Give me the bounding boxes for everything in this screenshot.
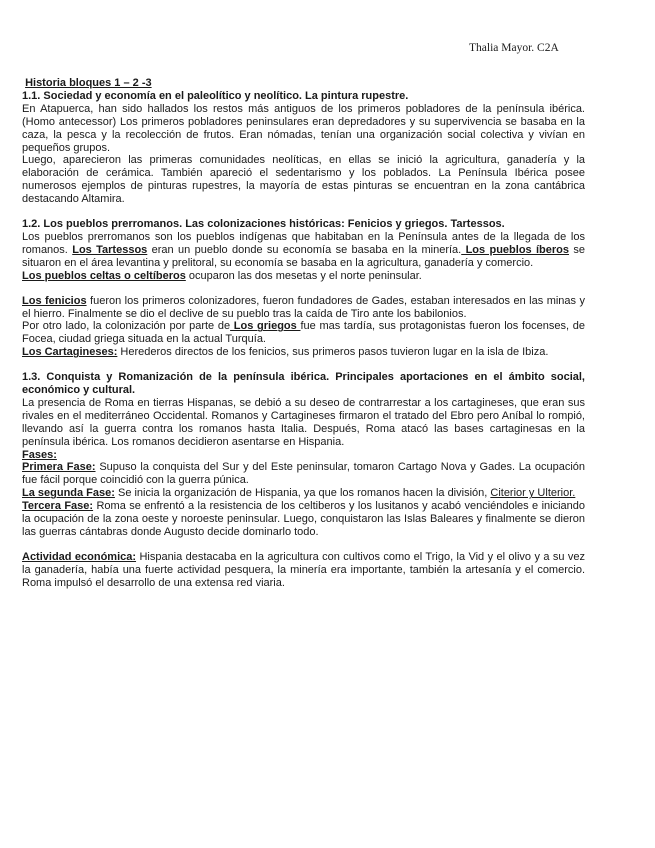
text-run: Por otro lado, la colonización por parte de xyxy=(22,320,231,333)
section-2-paragraph-3 xyxy=(22,295,585,321)
fases-label-text: Fases: xyxy=(22,448,57,461)
text-run: ocuparon las dos mesetas y el norte peninsular. xyxy=(185,269,422,282)
section-2-heading: 1.2. Los pueblos prerromanos. Las colonizaciones históricas: Fenicios y griegos. Tartessos. xyxy=(22,218,505,231)
text-run: se situaron en el área levantina y prelitoral, su economía se basaba en la agricultura, ganadería y comercio. xyxy=(22,243,585,269)
fase-2 xyxy=(22,487,585,500)
citerior-ulterior: Citerior y Ulterior. xyxy=(490,487,576,500)
term-actividad-economica: Actividad económica: xyxy=(22,550,137,563)
fase-1 xyxy=(22,461,585,487)
fase-3 xyxy=(22,500,585,539)
term-primera-fase: Primera Fase: xyxy=(22,461,96,474)
text-run: Se inicia la organización de Hispania, ya que los romanos hacen la división, xyxy=(114,487,491,500)
section-3-heading: 1.3. Conquista y Romanización de la península ibérica. Principales aportaciones en el ámbito social, económico y cultural. xyxy=(22,371,585,397)
text-run: fue mas tardía, sus protagonistas fueron los focenses, de Focea, ciudad griega situada en la actual Turquía. xyxy=(22,320,586,346)
term-tercera-fase: Tercera Fase: xyxy=(22,500,94,513)
author-header: Thalia Mayor. C2A xyxy=(469,42,559,54)
section-2-paragraph-2 xyxy=(22,270,585,283)
fases-label xyxy=(22,449,585,462)
section-2-paragraph-5 xyxy=(22,346,585,359)
document-body xyxy=(22,77,585,590)
text-run: Herederos directos de los fenicios, sus primeros pasos tuvieron lugar en la isla de Ibiza. xyxy=(117,346,549,359)
term-segunda-fase: La segunda Fase: xyxy=(22,487,115,500)
section-2-paragraph-4 xyxy=(22,320,585,346)
section-3-paragraph-1: La presencia de Roma en tierras Hispanas, se debió a su deseo de contrarrestar a los cartagineses, que eran sus rivales en el mediterráneo Occidental. Romanos y Cartagineses firmaron el tratado del Ebro pero Aníbal lo rompió, llevando así la guerra contra los romanos hasta Italia. Después, Roma atacó las bases cartaginesas en la península ibérica. Los romanos decidieron asentarse en Hispania. xyxy=(22,396,585,448)
section-1-heading: 1.1. Sociedad y economía en el paleolítico y neolítico. La pintura rupestre. xyxy=(22,89,409,102)
term-griegos: Los griegos xyxy=(230,320,301,333)
text-run: fueron los primeros colonizadores, fueron fundadores de Gades, estaban interesados en las minas y el hierro. Finalmente se dio el declive de su pueblo tras la caída de Tiro ante los babilonios. xyxy=(22,294,585,320)
section-1-paragraph-1: En Atapuerca, han sido hallados los restos más antiguos de los primeros pobladores de la península ibérica. (Homo antecessor) Los primeros pobladores peninsulares eran depredadores y su supervivencia se basaba en la caza, la pesca y la recolección de frutos. Eran nómadas, tenían una organización social colectiva y vivían en pequeños grupos. xyxy=(22,102,585,154)
text-run: Hispania destacaba en la agricultura con cultivos como el Trigo, la Vid y el olivo y a su vez la ganadería, había una fuerte actividad pesquera, la minería era importante, también la artesanía y el comercio. Roma impulsó el desarrollo de una extensa red viaria. xyxy=(22,550,585,589)
section-1-paragraph-2: Luego, aparecieron las primeras comunidades neolíticas, en ellas se inició la agricultura, ganadería y la elaboración de cerámica. También apareció el sedentarismo y los poblados. La Península Ibérica posee numerosos ejemplos de pinturas rupestres, la mayoría de estas pinturas se encuentran en la zona cantábrica destacando Altamira. xyxy=(22,154,585,206)
document-title-text: Historia bloques 1 – 2 -3 xyxy=(25,77,152,89)
text-run: Roma se enfrentó a la resistencia de los celtiberos y los lusitanos y acabó venciéndoles e iniciando la ocupación de la zona oeste y noroeste peninsular. Luego, conquistaron las Islas Baleares y finalmente se dieron las guerras cántabras donde Augusto decide dominarlo todo. xyxy=(22,500,585,538)
term-cartagineses: Los Cartagineses: xyxy=(22,346,118,359)
actividad-economica xyxy=(22,551,585,590)
text-run: Supuso la conquista del Sur y del Este peninsular, tomaron Cartago Nova y Gades. La ocupación fue fácil porque coincidió con la guerra púnica. xyxy=(22,461,585,487)
term-fenicios: Los fenicios xyxy=(22,294,87,307)
term-tartessos: Los Tartessos xyxy=(72,243,148,256)
term-iberos: Los pueblos íberos xyxy=(461,243,570,256)
term-celtas: Los pueblos celtas o celtíberos xyxy=(22,269,186,282)
document-title xyxy=(22,77,585,90)
section-2-paragraph-1 xyxy=(22,231,585,270)
text-run: Los pueblos prerromanos son los pueblos indígenas que habitaban en la Península antes de la llegada de los romanos. xyxy=(22,230,585,256)
text-run: eran un pueblo donde su economía se basaba en la minería. xyxy=(147,243,462,256)
